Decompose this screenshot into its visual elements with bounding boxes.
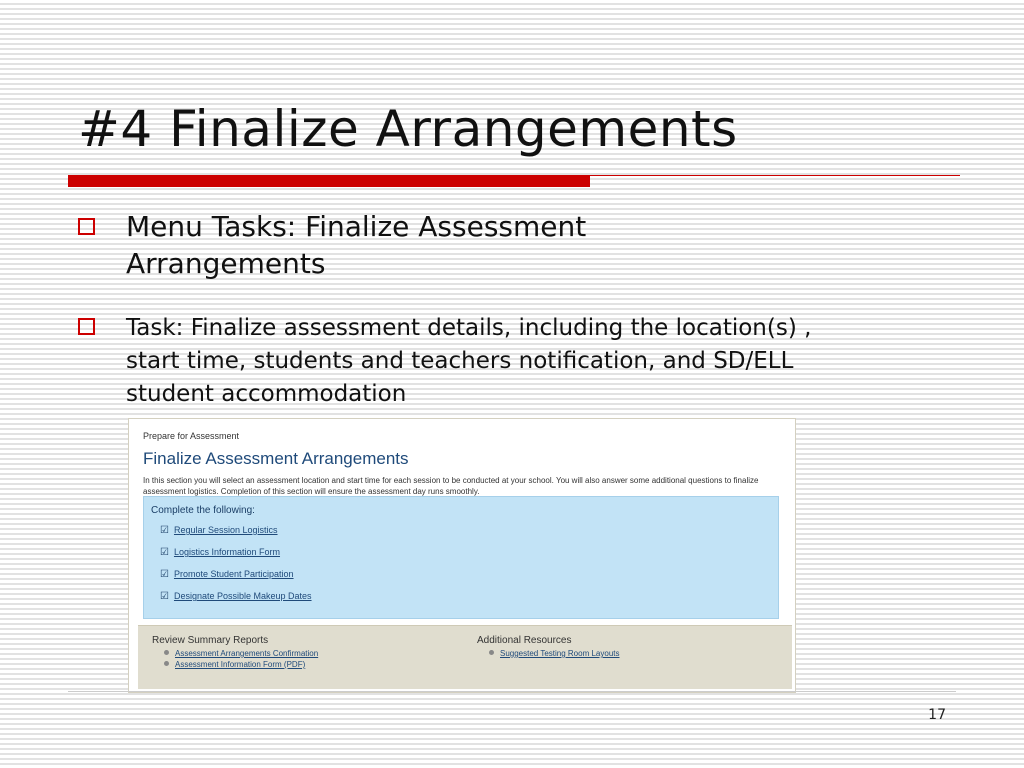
- square-bullet-icon: [78, 218, 95, 235]
- title-underline-rule: [590, 175, 960, 176]
- checkbox-checked-icon: ☑: [160, 547, 169, 558]
- square-bullet-icon: [78, 318, 95, 335]
- task-link-promote-student-participation[interactable]: Promote Student Participation: [173, 569, 294, 579]
- task-item: [160, 569, 294, 580]
- report-link-information-form-pdf[interactable]: Assessment Information Form (PDF): [175, 660, 306, 669]
- resources-heading: Additional Resources: [477, 635, 572, 646]
- summary-reports-column: [152, 635, 318, 670]
- checkbox-checked-icon: ☑: [160, 569, 169, 580]
- page-title: Finalize Assessment Arrangements: [143, 449, 409, 468]
- reports-heading: Review Summary Reports: [152, 635, 269, 646]
- resource-link-testing-room-layouts[interactable]: Suggested Testing Room Layouts: [500, 649, 620, 658]
- task-item: [160, 591, 312, 602]
- breadcrumb[interactable]: Prepare for Assessment: [143, 431, 240, 441]
- task-link-regular-session-logistics[interactable]: Regular Session Logistics: [173, 525, 278, 535]
- resources-list: [477, 648, 619, 659]
- embedded-screenshot: [128, 418, 796, 693]
- bullet-dot-icon: [164, 650, 169, 655]
- task-link-logistics-information-form[interactable]: Logistics Information Form: [173, 547, 281, 557]
- footer-panel: [138, 625, 792, 689]
- list-item: [164, 648, 318, 659]
- bullet-text: Task: Finalize assessment details, including the location(s) , start time, students and teachers notification, and SD/ELL student accommodation: [126, 315, 812, 407]
- reports-list: [152, 648, 318, 670]
- footer-divider: [68, 691, 956, 692]
- slide-title: #4 Finalize Arrangements: [78, 100, 738, 158]
- bullet-text: Menu Tasks: Finalize Assessment Arrangements: [126, 210, 587, 280]
- panel-heading: Complete the following:: [151, 505, 255, 516]
- list-item: [164, 659, 318, 670]
- checkbox-checked-icon: ☑: [160, 591, 169, 602]
- additional-resources-column: [477, 635, 619, 659]
- task-item: [160, 547, 280, 558]
- title-underline-bar: [68, 175, 590, 187]
- task-link-designate-makeup-dates[interactable]: Designate Possible Makeup Dates: [173, 591, 312, 601]
- task-item: [160, 525, 278, 536]
- bullet-dot-icon: [164, 661, 169, 666]
- checkbox-checked-icon: ☑: [160, 525, 169, 536]
- list-item: [489, 648, 619, 659]
- report-link-arrangements-confirmation[interactable]: Assessment Arrangements Confirmation: [175, 649, 319, 658]
- intro-text: In this section you will select an assessment location and start time for each session to be conducted at your school. You will also answer some additional questions to finalize assessment logistics. Completion of this section will ensure the assessment day runs smoothly.: [143, 476, 759, 496]
- bullet-dot-icon: [489, 650, 494, 655]
- page-number: 17: [928, 707, 946, 723]
- task-panel: [143, 496, 779, 619]
